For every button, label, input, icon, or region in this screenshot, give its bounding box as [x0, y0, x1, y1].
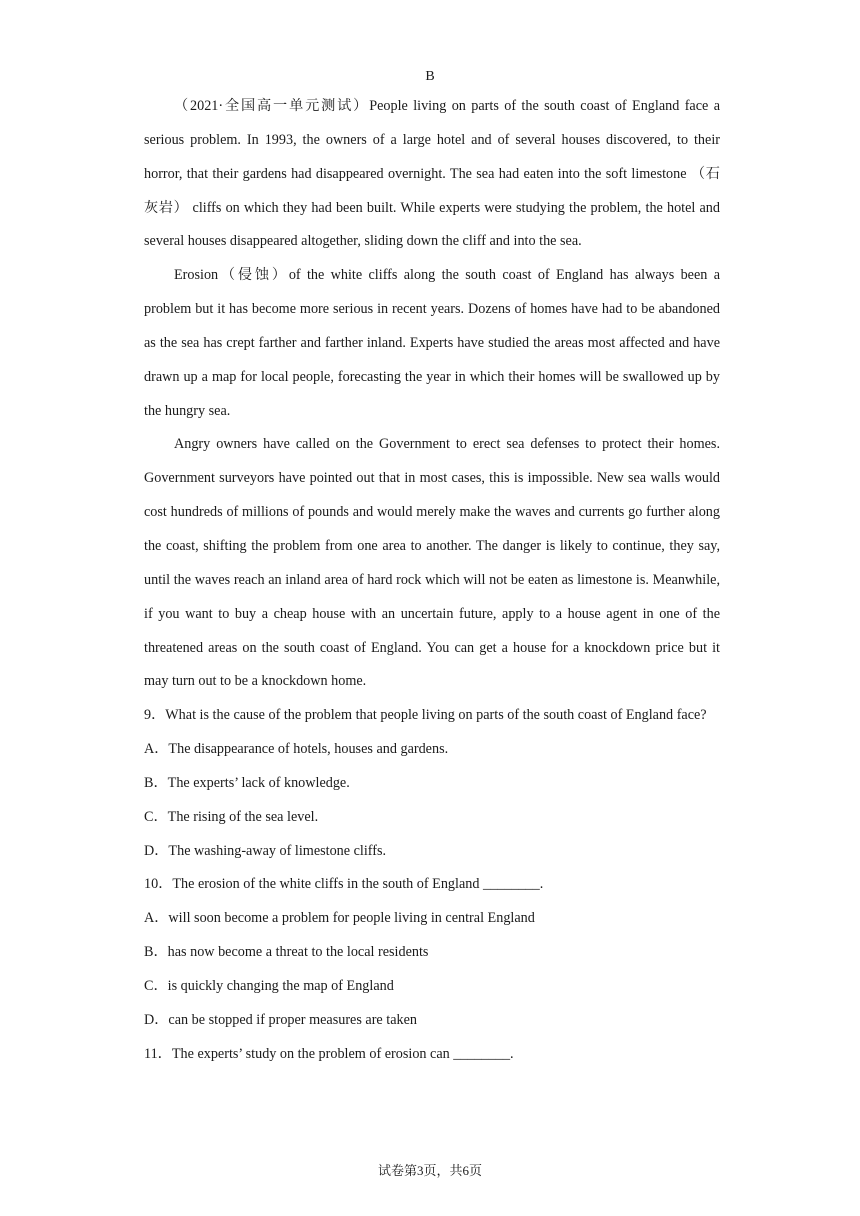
answer-option-a: A．will soon become a problem for people living in central England — [144, 910, 535, 927]
question-stem: 10．The erosion of the white cliffs in the south of England ________. — [144, 876, 544, 893]
answer-option-c: C．The rising of the sea level. — [144, 808, 319, 825]
answer-option-a: A．The disappearance of hotels, houses and gardens. — [144, 741, 449, 758]
answer-option-b: B．has now become a threat to the local residents — [144, 944, 429, 961]
answer-option-d: D．The washing-away of limestone cliffs. — [144, 842, 387, 859]
question-10 — [144, 868, 720, 1037]
document-body — [144, 90, 720, 1071]
question-stem: 9．What is the cause of the problem that people living on parts of the south coast of England face? — [144, 707, 707, 724]
section-heading: B — [425, 69, 435, 84]
question-stem: 11．The experts’ study on the problem of erosion can ________. — [144, 1045, 514, 1062]
passage-paragraph-2: Erosion（侵蚀）of the white cliffs along the south coast of England has always been a problem but it has become more serious in recent years. Dozens of homes have had to be abandoned as the sea has crept farther and farther inland. Experts have studied the areas most affected and have drawn up a map for local people, forecasting the year in which their homes will be swallowed up by the hungry sea. — [144, 267, 720, 419]
question-11 — [144, 1038, 720, 1072]
passage-paragraph-1: （2021·全国高一单元测试）People living on parts of the south coast of England face a serious problem. In 1993, the owners of a large hotel and of several houses discovered, to their horror, that their gardens had disappeared overnight. The sea had eaten into the soft limestone （石灰岩） cliffs on which they had been built. While experts were studying the problem, the hotel and several houses disappeared altogether, sliding down the cliff and into the sea. — [144, 98, 720, 250]
answer-option-d: D．can be stopped if proper measures are taken — [144, 1011, 417, 1028]
page-footer: 试卷第3页，共6页 — [377, 1163, 482, 1178]
passage-paragraph-3: Angry owners have called on the Government to erect sea defenses to protect their homes. Government surveyors have pointed out that in most cases, this is impossible. New sea walls would cost hundreds of millions of pounds and would merely make the waves and currents go further along the coast, shifting the problem from one area to another. The danger is likely to continue, they say, until the waves reach an inland area of hard rock which will not be eaten as limestone is. Meanwhile, if you want to buy a cheap house with an uncertain future, apply to a house agent in one of the threatened areas on the south coast of England. You can get a house for a knockdown price but it may turn out to be a knockdown home. — [144, 436, 720, 690]
answer-option-b: B．The experts’ lack of knowledge. — [144, 774, 350, 791]
answer-option-c: C．is quickly changing the map of England — [144, 977, 394, 994]
question-9 — [144, 699, 720, 868]
